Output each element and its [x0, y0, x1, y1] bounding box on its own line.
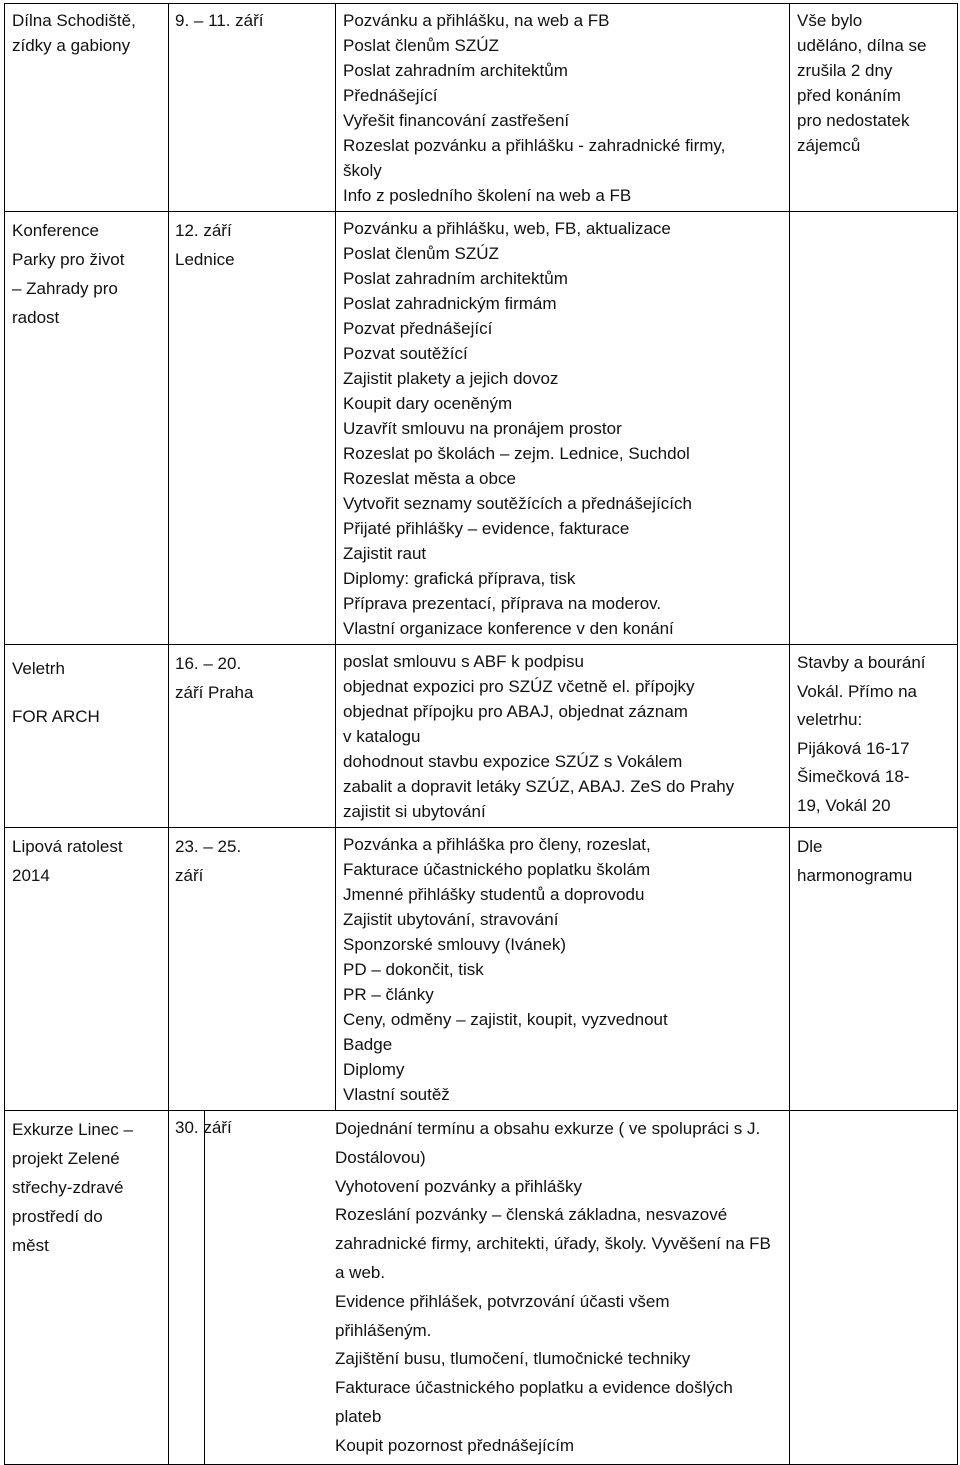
note-cell — [790, 4, 958, 212]
task-item: plateb — [335, 1406, 382, 1426]
table-row — [5, 828, 958, 1111]
task-item: Diplomy — [343, 1060, 405, 1079]
task-item: Koupit dary oceněným — [343, 394, 513, 413]
task-item: Ceny, odměny – zajistit, koupit, vyzvednout — [343, 1010, 668, 1029]
task-item: objednat přípojku pro ABAJ, objednat záznam — [343, 702, 688, 721]
note-line: Vokál. Přímo na — [797, 681, 918, 701]
task-item: Dostálovou) — [335, 1147, 426, 1167]
event-name-line: prostředí do — [12, 1207, 103, 1226]
note-line: veletrhu: — [797, 710, 863, 729]
task-item: Zajištění busu, tlumočení, tlumočnické techniky — [335, 1349, 691, 1369]
event-name-cell — [5, 828, 169, 1111]
task-list-cell — [336, 4, 790, 212]
event-date-line: 9. – 11. září — [175, 11, 264, 30]
event-name-cell — [5, 212, 169, 645]
event-date-line: 23. – 25. — [175, 837, 242, 856]
task-item: zajistit si ubytování — [343, 802, 486, 821]
event-name-cell — [5, 1111, 169, 1465]
event-name-line: měst — [12, 1236, 49, 1255]
note-line: 19, Vokál 20 — [797, 795, 891, 815]
event-plan-table — [4, 3, 958, 1465]
note-line: pro nedostatek — [797, 111, 910, 130]
event-name-cell — [5, 645, 169, 828]
task-item: Jmenné přihlášky studentů a doprovodu — [343, 885, 645, 904]
task-item: Rozeslání pozvánky – členská základna, nesvazové — [335, 1205, 728, 1225]
table-row — [5, 4, 958, 212]
table-row — [5, 1111, 958, 1465]
note-line: Dle — [797, 837, 823, 856]
task-item: dohodnout stavbu expozice SZÚZ s Vokálem — [343, 752, 683, 771]
event-name-line: Exkurze Linec – — [12, 1120, 133, 1139]
task-item: Poslat členům SZÚZ — [343, 36, 499, 55]
event-name-line: 2014 — [12, 866, 50, 885]
note-cell — [790, 212, 958, 645]
task-item: zahradnické firmy, architekti, úřady, školy. Vyvěšení na FB — [335, 1234, 771, 1254]
event-date-line: 12. září — [175, 221, 232, 240]
task-item: Vyřešit financování zastřešení — [343, 111, 570, 130]
task-item: Pozvat přednášející — [343, 319, 493, 338]
task-item: Zajistit raut — [343, 544, 427, 563]
event-date-line: 30. září — [175, 1118, 232, 1137]
task-item: Diplomy: grafická příprava, tisk — [343, 569, 576, 588]
task-item: Vlastní organizace konference v den konání — [343, 619, 674, 638]
note-line: před konáním — [797, 86, 901, 105]
task-item: Dojednání termínu a obsahu exkurze ( ve spolupráci s J. — [335, 1119, 761, 1138]
task-item: Přijaté přihlášky – evidence, fakturace — [343, 519, 630, 538]
task-item: Pozvánku a přihlášku, na web a FB — [343, 11, 610, 30]
task-item: Poslat zahradním architektům — [343, 61, 568, 80]
note-cell — [790, 1111, 958, 1465]
task-item: Rozeslat po školách – zejm. Lednice, Suchdol — [343, 444, 690, 463]
event-date-line: Lednice — [175, 250, 235, 269]
task-item: Zajistit ubytování, stravování — [343, 910, 559, 929]
event-date-cell — [169, 1111, 232, 1465]
task-item: Pozvánku a přihlášku, web, FB, aktualizace — [343, 219, 671, 238]
task-item: Přednášející — [343, 86, 438, 105]
event-name-line: FOR ARCH — [12, 707, 100, 726]
event-name-line: Lipová ratolest — [12, 837, 123, 856]
task-item: a web. — [335, 1262, 386, 1282]
note-line: Pijáková 16-17 — [797, 738, 910, 758]
task-item: Poslat členům SZÚZ — [343, 244, 499, 263]
event-name-line: Dílna Schodiště, — [12, 11, 136, 30]
note-line: uděláno, dílna se — [797, 36, 927, 55]
event-name-line: radost — [12, 308, 60, 327]
task-item: Fakturace účastnického poplatku školám — [343, 860, 651, 879]
note-line: Šimečková 18- — [797, 767, 910, 786]
task-item: Rozeslat pozvánku a přihlášku - zahradnické firmy, — [343, 136, 726, 155]
note-line: zrušila 2 dny — [797, 61, 893, 80]
task-item: Sponzorské smlouvy (Ivánek) — [343, 935, 566, 954]
event-name-line: – Zahrady pro — [12, 279, 118, 298]
task-item: Poslat zahradnickým firmám — [343, 294, 557, 313]
table-row — [5, 645, 958, 828]
task-item: Vytvořit seznamy soutěžících a přednášejících — [343, 494, 692, 513]
task-item: zabalit a dopravit letáky SZÚZ, ABAJ. ZeS do Prahy — [343, 777, 735, 796]
note-line: Stavby a bourání — [797, 653, 926, 672]
task-item: PD – dokončit, tisk — [343, 960, 484, 979]
event-date-cell — [169, 645, 336, 828]
task-list-cell — [205, 1111, 790, 1465]
task-item: Uzavřít smlouvu na pronájem prostor — [343, 419, 622, 438]
task-item: PR – články — [343, 985, 434, 1004]
event-date-line: 16. – 20. — [175, 654, 242, 673]
event-date-line: září — [175, 866, 204, 885]
task-list-cell — [336, 645, 790, 828]
task-list-cell — [336, 212, 790, 645]
event-name-line: projekt Zelené — [12, 1149, 120, 1168]
task-item: Zajistit plakety a jejich dovoz — [343, 369, 559, 388]
event-date-cell — [169, 212, 336, 645]
task-item: v katalogu — [343, 727, 421, 746]
task-item: Koupit pozornost přednášejícím — [335, 1435, 575, 1455]
task-item: Příprava prezentací, příprava na moderov. — [343, 594, 662, 613]
event-name-line: střechy-zdravé — [12, 1178, 124, 1197]
task-item: Fakturace účastnického poplatku a evidence došlých — [335, 1378, 733, 1398]
event-name-line: Konference — [12, 221, 99, 240]
event-name-cell — [5, 4, 169, 212]
event-name-line: Parky pro život — [12, 250, 125, 269]
task-item: školy — [343, 161, 382, 180]
task-item: Vyhotovení pozvánky a přihlášky — [335, 1176, 582, 1196]
note-line: zájemců — [797, 136, 861, 155]
note-cell — [790, 645, 958, 828]
task-item: Badge — [343, 1035, 393, 1054]
task-item: přihlášeným. — [335, 1320, 432, 1340]
task-item: Rozeslat města a obce — [343, 469, 516, 488]
task-item: Pozvat soutěžící — [343, 344, 468, 363]
task-item: Info z posledního školení na web a FB — [343, 186, 632, 205]
task-item: objednat expozici pro SZÚZ včetně el. přípojky — [343, 677, 695, 696]
task-item: Pozvánka a přihláška pro členy, rozeslat, — [343, 835, 651, 854]
note-line: harmonogramu — [797, 866, 913, 885]
table-row — [5, 212, 958, 645]
event-date-cell — [169, 4, 336, 212]
task-item: Evidence přihlášek, potvrzování účasti všem — [335, 1291, 670, 1311]
event-name-line: zídky a gabiony — [12, 36, 131, 55]
task-list-cell — [336, 828, 790, 1111]
event-name-line: Veletrh — [12, 659, 65, 678]
task-item: poslat smlouvu s ABF k podpisu — [343, 652, 584, 671]
event-date-line: září Praha — [175, 683, 254, 702]
note-line: Vše bylo — [797, 11, 863, 30]
task-item: Poslat zahradním architektům — [343, 269, 568, 288]
event-date-cell — [169, 828, 336, 1111]
task-item: Vlastní soutěž — [343, 1085, 450, 1104]
note-cell — [790, 828, 958, 1111]
